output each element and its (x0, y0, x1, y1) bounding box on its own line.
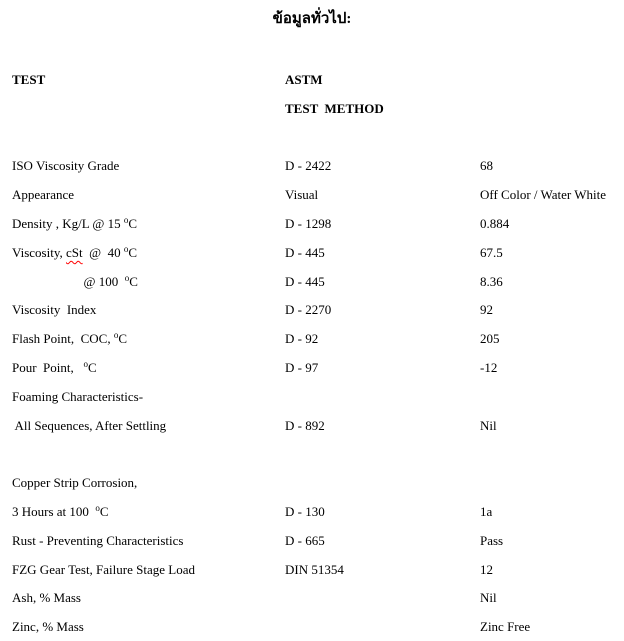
degree-superscript: o (124, 272, 130, 283)
test-value-cell: 68 (480, 158, 493, 174)
test-name-cell: Foaming Characteristics- (12, 388, 144, 404)
test-method-cell: D - 2270 (285, 302, 332, 318)
test-name-cell: Rust - Preventing Characteristics (12, 532, 184, 548)
table-row (12, 302, 624, 331)
test-name-cell: Ash, % Mass (12, 590, 81, 606)
header-cell: TEST METHOD (285, 100, 384, 116)
test-method-cell: DIN 51354 (285, 561, 344, 577)
table-header-row (12, 101, 624, 130)
table-row (12, 619, 624, 641)
table-row (12, 274, 624, 303)
table-row (12, 533, 624, 562)
table-row (12, 504, 624, 533)
degree-superscript: o (83, 358, 89, 369)
table-row (12, 389, 624, 418)
test-value-cell: 92 (480, 302, 493, 318)
header-cell: TEST (12, 72, 46, 87)
test-name-cell: Viscosity Index (12, 302, 97, 318)
test-method-cell: D - 892 (285, 417, 325, 433)
page-title: ข้อมูลทั่วไป: (272, 11, 352, 27)
test-name-cell: 3 Hours at 100 oC (12, 502, 109, 519)
misspelled-word: cSt (66, 244, 83, 260)
test-method-cell: D - 445 (285, 244, 325, 260)
degree-superscript: o (123, 214, 129, 225)
test-name-cell: @ 100 oC (12, 272, 138, 289)
test-method-cell: Visual (285, 187, 319, 203)
table-row (12, 360, 624, 389)
test-name-cell: ISO Viscosity Grade (12, 158, 120, 174)
test-method-cell: D - 130 (285, 503, 325, 519)
test-name-cell: Copper Strip Corrosion, (12, 475, 138, 491)
degree-superscript: o (123, 243, 129, 254)
table-row (12, 418, 624, 447)
test-name-cell: Pour Point, oC (12, 358, 97, 375)
test-value-cell: 1a (480, 503, 493, 519)
test-method-cell: D - 445 (285, 273, 325, 289)
test-value-cell: Zinc Free (480, 619, 531, 635)
test-method-cell: D - 665 (285, 532, 325, 548)
test-value-cell: 12 (480, 561, 493, 577)
test-name-cell: Appearance (12, 187, 75, 203)
test-method-cell: D - 1298 (285, 215, 332, 231)
test-value-cell: Nil (480, 417, 497, 433)
spec-table (12, 72, 624, 641)
test-name-cell: Flash Point, COC, oC (12, 330, 128, 347)
table-row (12, 216, 624, 245)
table-header-row (12, 72, 624, 101)
table-row (12, 475, 624, 504)
table-row (12, 130, 624, 159)
test-value-cell: Pass (480, 532, 504, 548)
header-cell: ASTM (285, 72, 323, 87)
table-row (12, 590, 624, 619)
test-method-cell: D - 2422 (285, 158, 332, 174)
degree-superscript: o (113, 330, 119, 341)
test-value-cell: 0.884 (480, 215, 510, 231)
degree-superscript: o (95, 502, 100, 513)
test-method-cell: D - 97 (285, 359, 319, 375)
test-name-cell: Density , Kg/L @ 15 oC (12, 214, 138, 231)
test-name-cell: FZG Gear Test, Failure Stage Load (12, 561, 195, 577)
test-value-cell: Nil (480, 590, 497, 606)
test-value-cell: 8.36 (480, 273, 503, 289)
test-value-cell: -12 (480, 359, 498, 375)
test-name-cell: All Sequences, After Settling (12, 417, 167, 433)
test-name-cell: Zinc, % Mass (12, 619, 84, 635)
table-row (12, 446, 624, 475)
test-method-cell: D - 92 (285, 331, 319, 347)
test-value-cell: 205 (480, 331, 500, 347)
test-value-cell: Off Color / Water White (480, 187, 607, 203)
table-row (12, 245, 624, 274)
table-row (12, 158, 624, 187)
test-value-cell: 67.5 (480, 244, 503, 260)
table-row (12, 331, 624, 360)
test-name-cell: Viscosity, cSt @ 40 oC (12, 243, 138, 260)
table-row (12, 187, 624, 216)
table-row (12, 562, 624, 591)
